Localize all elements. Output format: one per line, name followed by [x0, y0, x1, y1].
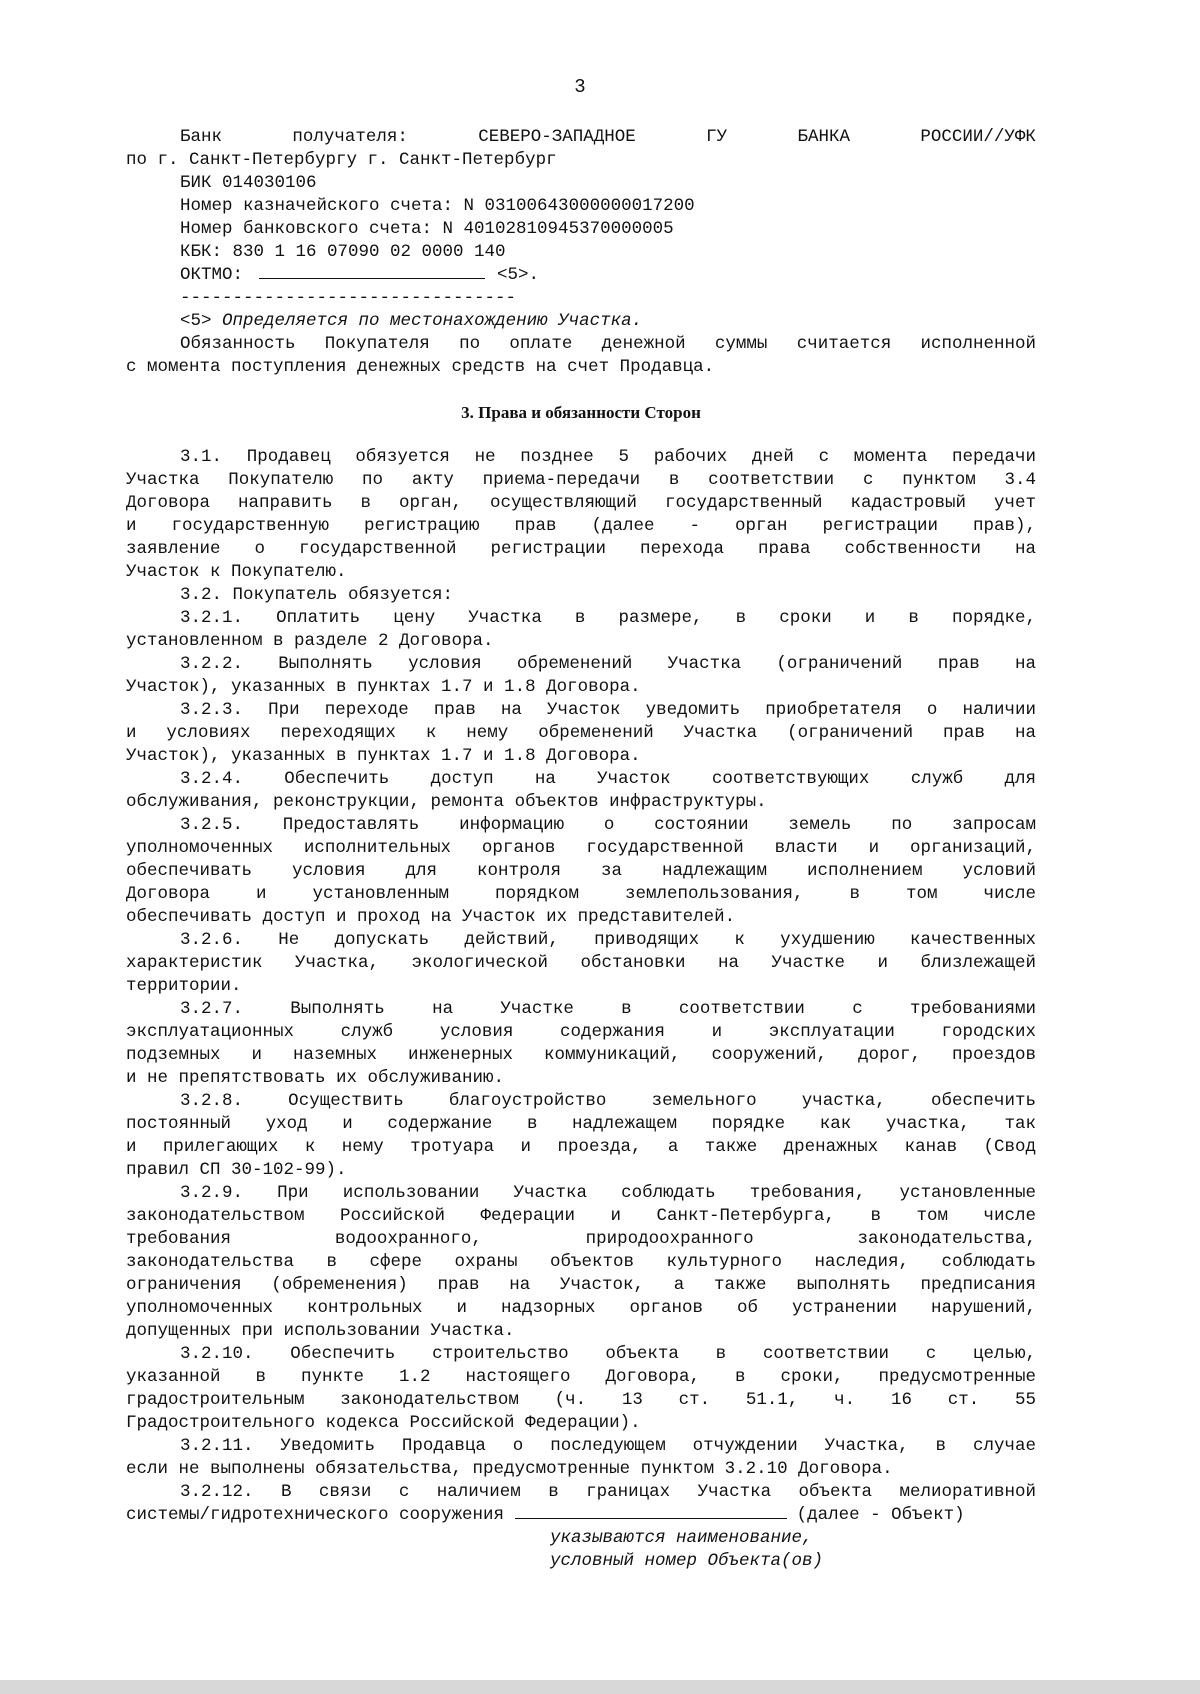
section-3-line: 3.2.7. Выполнять на Участке в соответствии с требованиями — [180, 999, 1036, 1019]
bank-word: РОССИИ//УФК — [920, 127, 1036, 147]
bank-line-2: по г. Санкт-Петербургу г. Санкт-Петербург — [126, 150, 557, 170]
oktmo-label: ОКТМО: — [180, 265, 244, 285]
section-3-line: и прилегающих к нему тротуара и проезда, а также дренажных канав (Свод — [126, 1137, 1036, 1157]
section-3-line: Участок), указанных в пунктах 1.7 и 1.8 Договора. — [126, 677, 641, 697]
section-3-line: законодательства в сфере охраны объектов культурного наследия, соблюдать — [126, 1252, 1036, 1272]
object-blank — [515, 1504, 787, 1519]
section-3-line: ограничения (обременения) прав на Участок, а также выполнять предписания — [126, 1275, 1036, 1295]
page-number: 3 — [574, 76, 586, 98]
section-3-line: обслуживания, реконструкции, ремонта объектов инфраструктуры. — [126, 792, 767, 812]
section-3-line: 3.2.9. При использовании Участка соблюдать требования, установленные — [180, 1183, 1036, 1203]
section-3-line: постоянный уход и содержание в надлежащем порядке как участка, так — [126, 1114, 1036, 1134]
footnote-separator: -------------------------------- — [180, 288, 517, 308]
section-3-line: обеспечивать условия для контроля за надлежащим исполнением условий — [126, 861, 1036, 881]
obligation-line-2: с момента поступления денежных средств на счет Продавца. — [126, 357, 715, 377]
section-3-line: Участок к Покупателю. — [126, 562, 347, 582]
section-3-line: указанной в пункте 1.2 настоящего Договора, в сроки, предусмотренные — [126, 1367, 1036, 1387]
section-3-line: 3.2.3. При переходе прав на Участок уведомить приобретателя о наличии — [180, 700, 1036, 720]
section-3-line: уполномоченных контрольных и надзорных органов об устранении нарушений, — [126, 1298, 1036, 1318]
section-3-line: 3.2.5. Предоставлять информацию о состоянии земель по запросам — [180, 815, 1036, 835]
section-3-line: Участок), указанных в пунктах 1.7 и 1.8 Договора. — [126, 746, 641, 766]
section-3-line: территории. — [126, 976, 242, 996]
bik-line: БИК 014030106 — [180, 173, 317, 193]
section-3-line: 3.1. Продавец обязуется не позднее 5 рабочих дней с момента передачи — [180, 447, 1036, 467]
section-3-line: и государственную регистрацию прав (далее - орган регистрации прав), — [126, 516, 1036, 536]
section-3-line: 3.2.6. Не допускать действий, приводящих к ухудшению качественных — [180, 930, 1036, 950]
section-3-line: 3.2.1. Оплатить цену Участка в размере, в сроки и в порядке, — [180, 608, 1036, 628]
object-line-suffix: (далее - Объект) — [796, 1505, 965, 1525]
oktmo-line — [126, 264, 1036, 287]
section-3-line: обеспечивать доступ и проход на Участок их представителей. — [126, 907, 736, 927]
section-3-line: градостроительным законодательством (ч. 13 ст. 51.1, ч. 16 ст. 55 — [126, 1390, 1036, 1410]
document-body — [126, 126, 1036, 1573]
section-3-line: 3.2. Покупатель обязуется: — [180, 585, 454, 605]
section-3-line: 3.2.4. Обеспечить доступ на Участок соответствующих служб для — [180, 769, 1036, 789]
section-3-line: законодательством Российской Федерации и Санкт-Петербурга, в том числе — [126, 1206, 1036, 1226]
section-3-line: допущенных при использовании Участка. — [126, 1321, 515, 1341]
section-3-line: 3.2.12. В связи с наличием в границах Участка объекта мелиоративной — [180, 1482, 1036, 1502]
section-3-line: 3.2.11. Уведомить Продавца о последующем отчуждении Участка, в случае — [180, 1436, 1036, 1456]
section-heading: 3. Права и обязанности Сторон — [461, 403, 701, 422]
bank-word: Банк — [180, 127, 223, 147]
object-hint-line-2: условный номер Объекта(ов) — [550, 1551, 824, 1571]
footnote-line — [126, 310, 1036, 333]
section-3-text — [126, 446, 1036, 1504]
bank-word: СЕВЕРО-ЗАПАДНОЕ — [478, 127, 636, 147]
bank-line-1 — [126, 126, 1036, 149]
section-3-line: эксплуатационных служб условия содержания и эксплуатации городских — [126, 1022, 1036, 1042]
bank-account-line: Номер банковского счета: N 40102810945370000005 — [180, 219, 674, 239]
section-3-line: и условиях переходящих к нему обременений Участка (ограничений прав на — [126, 723, 1036, 743]
section-3-line: и не препятствовать их обслуживанию. — [126, 1068, 505, 1088]
footnote-ref: <5> — [180, 311, 212, 331]
object-line-prefix: системы/гидротехнического сооружения — [126, 1505, 505, 1525]
bank-word: получателя: — [292, 127, 408, 147]
kbk-line: КБК: 830 1 16 07090 02 0000 140 — [180, 242, 506, 262]
section-3-line: характеристик Участка, экологической обстановки на Участке и близлежащей — [126, 953, 1036, 973]
section-3-line: заявление о государственной регистрации перехода права собственности на — [126, 539, 1036, 559]
bank-word: ГУ — [706, 127, 728, 147]
section-3-line: 3.2.8. Осуществить благоустройство земельного участка, обеспечить — [180, 1091, 1036, 1111]
treasury-account-line: Номер казначейского счета: N 03100643000000017200 — [180, 196, 695, 216]
oktmo-footnote-ref: <5>. — [497, 265, 540, 285]
section-3-line: подземных и наземных инженерных коммуникаций, сооружений, дорог, проездов — [126, 1045, 1036, 1065]
section-3-line: 3.2.2. Выполнять условия обременений Участка (ограничений прав на — [180, 654, 1036, 674]
section-3-line: Договора и установленным порядком землепользования, в том числе — [126, 884, 1036, 904]
obligation-line-1: Обязанность Покупателя по оплате денежной суммы считается исполненной — [180, 334, 1036, 354]
section-3-line: правил СП 30-102-99). — [126, 1160, 347, 1180]
section-3-line: Участка Покупателю по акту приема-передачи в соответствии с пунктом 3.4 — [126, 470, 1036, 490]
scan-bottom-edge — [0, 1680, 1200, 1694]
section-3-line: установленном в разделе 2 Договора. — [126, 631, 494, 651]
section-3-line: Договора направить в орган, осуществляющий государственный кадастровый учет — [126, 493, 1036, 513]
oktmo-blank — [259, 264, 485, 279]
bank-word: БАНКА — [797, 127, 851, 147]
object-line — [126, 1504, 1036, 1527]
section-3-line: уполномоченных исполнительных органов государственной власти и организаций, — [126, 838, 1036, 858]
footnote-text: Определяется по местонахождению Участка. — [222, 311, 643, 331]
object-hint-line-1: указываются наименование, — [550, 1528, 813, 1548]
section-3-line: 3.2.10. Обеспечить строительство объекта в соответствии с целью, — [180, 1344, 1036, 1364]
section-3-line: если не выполнены обязательства, предусмотренные пунктом 3.2.10 Договора. — [126, 1459, 893, 1479]
section-3-line: Градостроительного кодекса Российской Федерации). — [126, 1413, 641, 1433]
section-3-line: требования водоохранного, природоохранного законодательства, — [126, 1229, 1036, 1249]
